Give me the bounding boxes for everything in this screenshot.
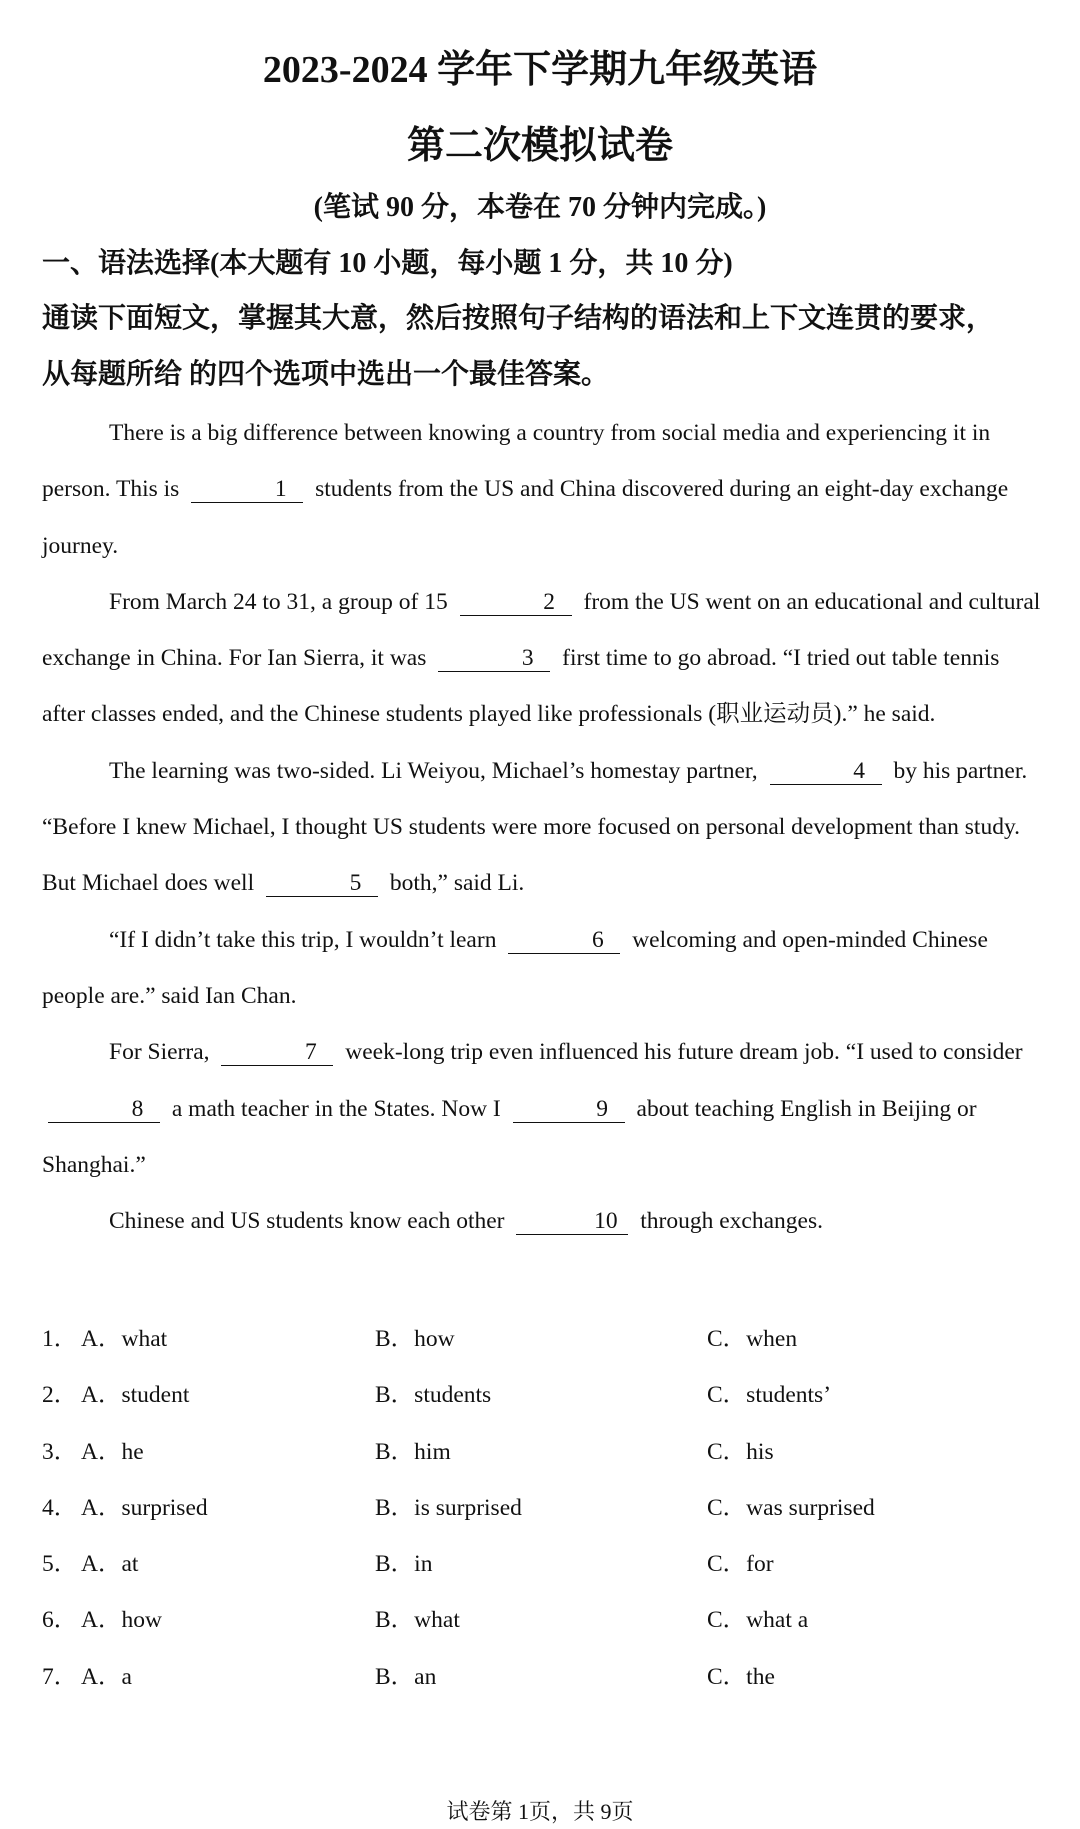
question-number: 6． [42,1607,78,1634]
option-a: A．surprised [81,1494,208,1521]
section-instruction-line2: 从每题所给 的四个选项中选出一个最佳答案。 [42,359,610,390]
section-heading: 一、语法选择(本大题有 10 小题，每小题 1 分，共 10 分) [42,248,733,279]
passage-text: through exchanges. [640,1208,823,1235]
option-b: B．in [375,1551,433,1578]
passage-text: Chinese and US students know each other [109,1208,505,1235]
answer-blank: 10 [516,1208,628,1235]
passage-paragraph [42,1024,1042,1193]
passage-paragraph [42,912,1042,1025]
question-row [42,1586,1042,1642]
exam-note: (笔试 90 分，本卷在 70 分钟内完成。) [313,192,767,223]
question-number: 5． [42,1551,78,1578]
question-number: 1． [42,1326,78,1352]
option-b: B．students [375,1382,492,1409]
option-a: A．at [81,1551,139,1578]
question-number: 2． [42,1382,78,1409]
passage-text: week-long trip even influenced his future dream job. “I used to consider [345,1039,1023,1066]
passage-paragraph [42,574,1042,743]
answer-blank: 8 [48,1096,160,1123]
option-a: A．he [81,1438,144,1465]
passage-text: both,” said Li. [389,870,525,897]
passage-text: The learning was two-sided. Li Weiyou, Michael’s homestay partner, [109,757,758,784]
passage-text: from the US went on an educational and cultural exchange in China. For Ian Sierra, it was [42,588,1041,672]
passage-text: about teaching English in Beijing or Shanghai.” [42,1095,977,1178]
answer-blank: 5 [266,870,378,897]
passage-text: “If I didn’t take this trip, I wouldn’t learn [109,926,497,953]
passage-text: by his partner. “Before I knew Michael, I thought US students were more focused on personal development than study. But Michael does well [42,757,1028,897]
answer-blank: 7 [221,1039,333,1066]
option-c: C．was surprised [707,1494,875,1521]
question-row [42,1474,1042,1530]
reading-passage [42,405,1042,1249]
option-b: B．him [375,1438,451,1465]
option-c: C．when [707,1326,798,1352]
option-a: A．student [81,1382,190,1409]
option-c: C．what a [707,1607,809,1634]
option-b: B．what [375,1607,460,1634]
question-number: 4． [42,1494,78,1521]
option-c: C．for [707,1551,774,1578]
question-row [42,1361,1042,1417]
passage-text: For Sierra, [109,1039,210,1066]
option-b: B．an [375,1663,437,1690]
passage-paragraph [42,405,1042,574]
question-number: 7． [42,1663,78,1690]
option-b: B．how [375,1326,455,1352]
passage-text: a math teacher in the States. Now I [171,1095,501,1122]
question-row [42,1305,1042,1361]
exam-subtitle: 第二次模拟试卷 [406,125,673,167]
answer-blank: 4 [770,758,882,785]
question-row [42,1530,1042,1586]
passage-paragraph [42,743,1042,912]
passage-text: There is a big difference between knowing a country from social media and experiencing it in person. This is [42,420,991,503]
question-number: 3． [42,1438,78,1465]
section-instruction-line1: 通读下面短文，掌握其大意，然后按照句子结构的语法和上下文连贯的要求， [42,303,995,334]
passage-paragraph [42,1193,1042,1249]
option-a: A．what [81,1326,168,1352]
answer-blank: 6 [508,927,620,954]
answer-blank: 9 [513,1096,625,1123]
option-c: C．students’ [707,1382,832,1409]
answer-blank: 1 [191,476,303,503]
option-c: C．the [707,1663,775,1690]
passage-text: welcoming and open-minded Chinese people are.” said Ian Chan. [42,926,988,1009]
option-a: A．a [81,1663,132,1690]
page-footer: 试卷第 1页，共 9页 [446,1799,634,1824]
question-row [42,1643,1042,1699]
passage-text: From March 24 to 31, a group of 15 [109,588,448,615]
answer-blank: 2 [460,589,572,616]
answer-blank: 3 [438,645,550,672]
passage-text: students from the US and China discovered during an eight-day exchange journey. [42,476,1009,559]
option-c: C．his [707,1438,774,1465]
exam-title: 2023-2024 学年下学期九年级英语 [262,49,818,91]
option-b: B．is surprised [375,1494,522,1521]
answer-options [42,1305,1042,1699]
question-row [42,1418,1042,1474]
option-a: A．how [81,1607,162,1634]
passage-text: first time to go abroad. “I tried out table tennis after classes ended, and the Chinese students played like professionals (职业运动员).” he said. [42,645,1000,728]
